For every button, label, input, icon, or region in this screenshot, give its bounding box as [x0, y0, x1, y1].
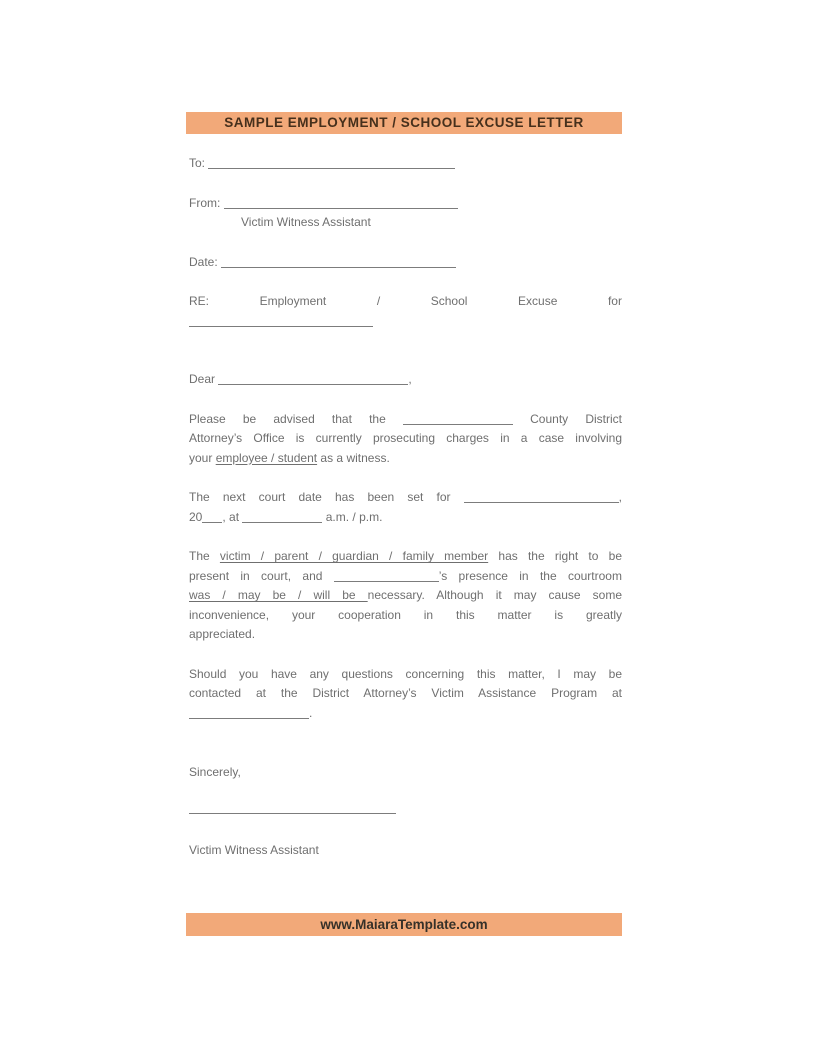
p2-year-prefix: 20 — [189, 509, 203, 524]
was-may-be-underlined: was / may be / will be — [189, 588, 368, 602]
paragraph-3-line-1 — [189, 547, 622, 567]
date-blank-line — [221, 257, 456, 268]
p2-ampm: a.m. / p.m. — [325, 509, 383, 524]
re-subject-blank-row — [189, 312, 622, 332]
re-word: Excuse — [518, 294, 558, 308]
to-label: To: — [189, 156, 206, 170]
p3-text: necessary. Although it may cause some — [367, 588, 622, 602]
greeting-word: Dear — [189, 372, 216, 386]
paragraph-1 — [189, 410, 622, 469]
paragraph-3-line-5: appreciated. — [189, 627, 256, 641]
year-blank-line — [202, 512, 222, 523]
from-role: Victim Witness Assistant — [241, 215, 371, 229]
p3-text: present in court, and — [189, 568, 323, 583]
date-label: Date: — [189, 254, 218, 269]
re-word: / — [376, 294, 381, 308]
greeting-name-blank — [218, 374, 408, 385]
re-word: Employment — [259, 294, 327, 308]
from-label: From: — [189, 195, 221, 210]
paragraph-1-line-3 — [189, 449, 622, 469]
paragraph-2 — [189, 488, 622, 527]
re-subject-blank-line — [189, 316, 373, 327]
to-blank-line — [208, 158, 455, 169]
paragraph-4-line-3 — [189, 704, 622, 724]
paragraph-4 — [189, 665, 622, 724]
p3-text: ’s presence in the courtroom — [438, 568, 622, 583]
p3-text: has the right to be — [488, 549, 623, 563]
paragraph-1-line-2: Attorney’s Office is currently prosecuting charges in a case involving — [189, 431, 622, 445]
sincerely-line: Sincerely, — [189, 765, 241, 779]
time-blank-line — [242, 512, 322, 523]
paragraph-4-line-2: contacted at the District Attorney’s Victim Assistance Program at — [189, 686, 622, 700]
p2-comma: , — [618, 490, 622, 504]
victim-parent-underlined: victim / parent / guardian / family member — [219, 549, 489, 563]
employee-student-underlined: employee / student — [215, 450, 318, 465]
p1-text: your — [189, 450, 216, 465]
signature-role: Victim Witness Assistant — [189, 842, 319, 857]
header-banner — [186, 112, 622, 134]
from-blank-line — [224, 198, 458, 209]
p2-text: The next court date has been set for — [189, 490, 451, 504]
paragraph-1-line-1 — [189, 410, 622, 430]
greeting-line — [189, 370, 622, 390]
to-field — [189, 154, 622, 174]
phone-blank-line — [189, 708, 309, 719]
letter-body — [189, 154, 622, 860]
re-word: School — [430, 294, 468, 308]
from-field — [189, 194, 622, 214]
p1-text: Please be advised that the — [189, 411, 386, 426]
p2-text: , at — [222, 509, 240, 524]
signature-blank-line — [189, 813, 396, 814]
re-label: RE: — [189, 294, 210, 308]
court-date-blank-line — [464, 492, 619, 503]
paragraph-2-line-2 — [189, 508, 622, 528]
p1-text: County District — [530, 411, 622, 426]
paragraph-3-line-2 — [189, 567, 622, 587]
footer-banner — [186, 913, 622, 936]
paragraph-4-line-1: Should you have any questions concerning this matter, I may be — [189, 666, 622, 681]
re-word: for — [607, 294, 622, 308]
page-title: SAMPLE EMPLOYMENT / SCHOOL EXCUSE LETTER — [224, 115, 584, 130]
p4-period: . — [309, 705, 313, 720]
paragraph-3-line-4: inconvenience, your cooperation in this matter is greatly — [189, 607, 622, 622]
p3-text: The — [189, 549, 220, 563]
paragraph-3 — [189, 547, 622, 645]
paragraph-3-line-3 — [189, 586, 622, 606]
person-name-blank-line — [334, 571, 439, 582]
footer-url: www.MaiaraTemplate.com — [320, 917, 488, 932]
date-field — [189, 253, 622, 273]
county-blank-line — [403, 414, 513, 425]
paragraph-2-line-1 — [189, 488, 622, 508]
re-subject-line — [189, 292, 622, 312]
p1-text: as a witness. — [317, 450, 390, 465]
greeting-comma: , — [408, 372, 412, 386]
